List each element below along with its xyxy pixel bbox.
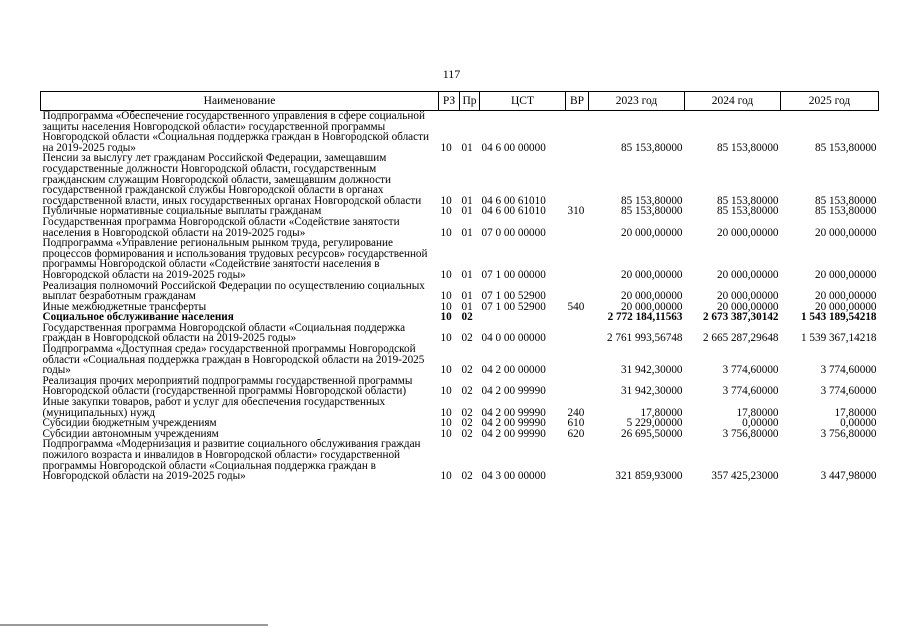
row-2024-cell: 0,00000 [742, 417, 779, 430]
row-2025-cell: 85 153,80000 [814, 205, 877, 218]
row-2023-cell: 5 229,00000 [626, 417, 683, 430]
row-2025-cell: 3 447,98000 [820, 470, 877, 483]
row-2024-cell: 17,80000 [736, 406, 779, 419]
row-pr-cell: 02 [461, 385, 473, 398]
row-rz-cell: 10 [440, 470, 452, 483]
row-2023-cell: 2 761 993,56748 [606, 332, 683, 345]
row-2024-cell: 357 425,23000 [711, 470, 779, 483]
row-vr-cell [566, 439, 589, 481]
row-rz-cell: 10 [440, 290, 452, 303]
row-pr-cell: 01 [461, 226, 473, 239]
row-2025-cell: 3 774,60000 [820, 385, 877, 398]
row-2025-cell: 1 539 367,14218 [800, 332, 877, 345]
header-pr: Пр [460, 92, 480, 111]
header-2025: 2025 год [781, 92, 879, 111]
row-2023-cell: 85 153,80000 [620, 141, 683, 154]
row-rz-cell: 10 [440, 332, 452, 345]
row-pr-cell: 01 [461, 300, 473, 313]
row-2023-cell: 20 000,00000 [620, 290, 683, 303]
row-cst-cell: 07 1 00 52900 [481, 290, 546, 303]
row-2024-cell: 20 000,00000 [716, 268, 779, 281]
row-2023-cell: 31 942,30000 [620, 364, 683, 377]
row-rz-cell: 10 [440, 300, 452, 313]
row-pr-cell: 01 [461, 205, 473, 218]
header-vr: ВР [566, 92, 589, 111]
row-vr-cell [566, 323, 589, 344]
table-row [41, 238, 879, 280]
row-rz-cell: 10 [440, 406, 452, 419]
row-cst-cell: 07 0 00 00000 [481, 226, 546, 239]
row-pr-cell: 02 [461, 406, 473, 419]
row-rz-cell: 10 [440, 311, 452, 324]
row-name-cell: Социальное обслуживание населения [42, 311, 234, 324]
table-body [41, 111, 879, 482]
row-cst-cell: 04 0 00 00000 [481, 332, 546, 345]
table-row [41, 439, 879, 481]
row-2023-cell: 31 942,30000 [620, 385, 683, 398]
row-2023-cell: 20 000,00000 [620, 300, 683, 313]
row-2024-cell: 3 774,60000 [722, 385, 779, 398]
table-row [41, 153, 879, 206]
row-vr-cell: 540 [567, 300, 585, 313]
row-vr-cell: 240 [567, 406, 585, 419]
row-2025-cell: 20 000,00000 [814, 290, 877, 303]
table-row [41, 397, 879, 418]
row-cst-cell: 04 2 00 00000 [481, 364, 546, 377]
row-vr-cell [566, 217, 589, 238]
row-name-cell: Реализация прочих мероприятий подпрограммы государственной программы Новгородской области (государственной программы Новгородской области) [42, 374, 413, 398]
row-name-cell: Субсидии бюджетным учреждениям [42, 417, 217, 430]
row-2024-cell: 20 000,00000 [716, 226, 779, 239]
row-2025-cell: 20 000,00000 [814, 226, 877, 239]
row-2023-cell: 85 153,80000 [620, 194, 683, 207]
row-pr-cell: 02 [461, 427, 473, 440]
header-2024: 2024 год [685, 92, 781, 111]
row-cst-cell: 04 2 00 99990 [481, 406, 546, 419]
table-row [41, 281, 879, 302]
table-row [41, 217, 879, 238]
row-cst-cell: 07 1 00 52900 [481, 300, 546, 313]
row-vr-cell: 620 [567, 427, 585, 440]
row-name-cell: Подпрограмма «Доступная среда» государственной программы Новгородской области «Социальная поддержка граждан в Новгородской области на 2019-2025 годы» [42, 343, 425, 377]
row-cst-cell: 04 2 00 99990 [481, 385, 546, 398]
table-row [41, 376, 879, 397]
row-name-cell: Подпрограмма «Модернизация и развитие социального обслуживания граждан пожилого возраста и инвалидов в Новгородской области» государственной программы Новгородской области «Социальная поддержка граждан в Новгородской области на 2019-2025 годы» [42, 438, 421, 483]
row-2023-cell: 20 000,00000 [620, 226, 683, 239]
row-rz-cell: 10 [440, 385, 452, 398]
row-name-cell: Иные межбюджетные трансферты [42, 300, 207, 313]
row-rz-cell: 10 [440, 268, 452, 281]
row-pr-cell: 01 [461, 141, 473, 154]
row-name-cell: Реализация полномочий Российской Федерации по осуществлению социальных выплат безработным гражданам [42, 279, 425, 303]
row-2023-cell: 2 772 184,11563 [607, 311, 683, 324]
budget-table [40, 91, 879, 482]
row-pr-cell: 02 [461, 311, 473, 324]
row-cst-cell: 04 6 00 61010 [481, 194, 546, 207]
row-2025-cell: 1 543 189,54218 [800, 311, 877, 324]
header-2023: 2023 год [589, 92, 685, 111]
row-2025-cell: 0,00000 [840, 417, 877, 430]
row-pr-cell: 01 [461, 290, 473, 303]
row-cst-cell: 04 2 00 99990 [481, 427, 546, 440]
row-rz-cell: 10 [440, 141, 452, 154]
row-2024-cell: 20 000,00000 [716, 290, 779, 303]
row-name-cell: Субсидии автономным учреждениям [42, 427, 219, 440]
row-rz-cell: 10 [440, 226, 452, 239]
row-name-cell: Подпрограмма «Управление региональным рынком труда, регулирование процессов формирования и использования трудовых ресурсов» государственной программы Новгородской области «Содействие занятости населения в Новгородской области на 2019-2025 годы» [42, 237, 428, 281]
table-header-row [41, 92, 879, 111]
row-2024-cell: 85 153,80000 [716, 141, 779, 154]
row-2024-cell: 2 665 287,29648 [702, 332, 779, 345]
row-cst-cell: 04 6 00 61010 [481, 205, 546, 218]
row-cst-cell: 04 3 00 00000 [481, 470, 546, 483]
row-2023-cell: 85 153,80000 [620, 205, 683, 218]
row-2025-cell: 85 153,80000 [814, 141, 877, 154]
row-2024-cell: 2 673 387,30142 [702, 311, 779, 324]
row-2025-cell: 20 000,00000 [814, 268, 877, 281]
row-name-cell: Иные закупки товаров, работ и услуг для обеспечения государственных (муниципальных) нужд [42, 396, 386, 419]
row-rz-cell: 10 [440, 194, 452, 207]
row-name-cell: Публичные нормативные социальные выплаты гражданам [42, 205, 322, 218]
row-rz-cell: 10 [440, 417, 452, 430]
table-row [41, 111, 879, 154]
row-2025-cell: 85 153,80000 [814, 194, 877, 207]
row-vr-cell [566, 312, 589, 323]
row-2025-cell: 20 000,00000 [814, 300, 877, 313]
row-vr-cell [566, 153, 589, 206]
row-2024-cell: 3 756,80000 [722, 427, 779, 440]
table-row [41, 323, 879, 344]
row-2024-cell: 3 774,60000 [722, 364, 779, 377]
row-name-cell: Государственная программа Новгородской области «Социальная поддержка граждан в Новгородской области на 2019-2025 годы» [42, 321, 406, 345]
row-2024-cell: 85 153,80000 [716, 194, 779, 207]
row-rz-cell: 10 [440, 427, 452, 440]
row-vr-cell [566, 281, 589, 302]
row-vr-cell [566, 344, 589, 376]
row-pr-cell: 01 [461, 194, 473, 207]
row-2025-cell: 3 774,60000 [820, 364, 877, 377]
row-vr-cell [566, 238, 589, 280]
table-row [41, 344, 879, 376]
row-vr-cell: 310 [567, 205, 585, 218]
row-pr-cell: 02 [461, 364, 473, 377]
row-rz-cell: 10 [440, 364, 452, 377]
row-pr-cell: 02 [461, 470, 473, 483]
row-name-cell: Подпрограмма «Обеспечение государственного управления в сфере социальной защиты населения Новгородской области» государственной программы Новгородской области «Социальная поддержка граждан в Новгородской области на 2019-2025 годы» [42, 110, 429, 154]
row-2023-cell: 20 000,00000 [620, 268, 683, 281]
row-vr-cell [566, 376, 589, 397]
row-cst-cell [480, 312, 566, 323]
header-rz: РЗ [439, 92, 460, 111]
header-name: Наименование [41, 92, 439, 111]
header-cst: ЦСТ [480, 92, 566, 111]
row-vr-cell: 610 [567, 417, 585, 430]
row-cst-cell: 04 6 00 00000 [481, 141, 546, 154]
row-name-cell: Пенсии за выслугу лет гражданам Российской Федерации, замещавшим государственные должности Новгородской области, государственным гражданским служащим Новгородской области, замещавшим должности государственной гражданской службы Новгородской области в органах государственной власти, иных государственных органах Новгородской области [42, 152, 422, 207]
row-rz-cell: 10 [440, 205, 452, 218]
row-pr-cell: 01 [461, 268, 473, 281]
row-vr-cell [566, 111, 589, 154]
row-cst-cell: 04 2 00 99990 [481, 417, 546, 430]
row-cst-cell: 07 1 00 00000 [481, 268, 546, 281]
row-2023-cell: 26 695,50000 [620, 427, 683, 440]
row-2024-cell: 85 153,80000 [716, 205, 779, 218]
scan-edge-line [0, 624, 268, 626]
row-2025-cell: 17,80000 [834, 406, 877, 419]
row-2024-cell: 20 000,00000 [716, 300, 779, 313]
row-pr-cell: 02 [461, 332, 473, 345]
row-2025-cell: 3 756,80000 [820, 427, 877, 440]
row-name-cell: Государственная программа Новгородской области «Содействие занятости населения в Новгородской области на 2019-2025 годы» [42, 215, 400, 239]
row-pr-cell: 02 [461, 417, 473, 430]
page-number: 117 [442, 67, 461, 81]
row-2023-cell: 321 859,93000 [615, 470, 683, 483]
row-2023-cell: 17,80000 [640, 406, 683, 419]
